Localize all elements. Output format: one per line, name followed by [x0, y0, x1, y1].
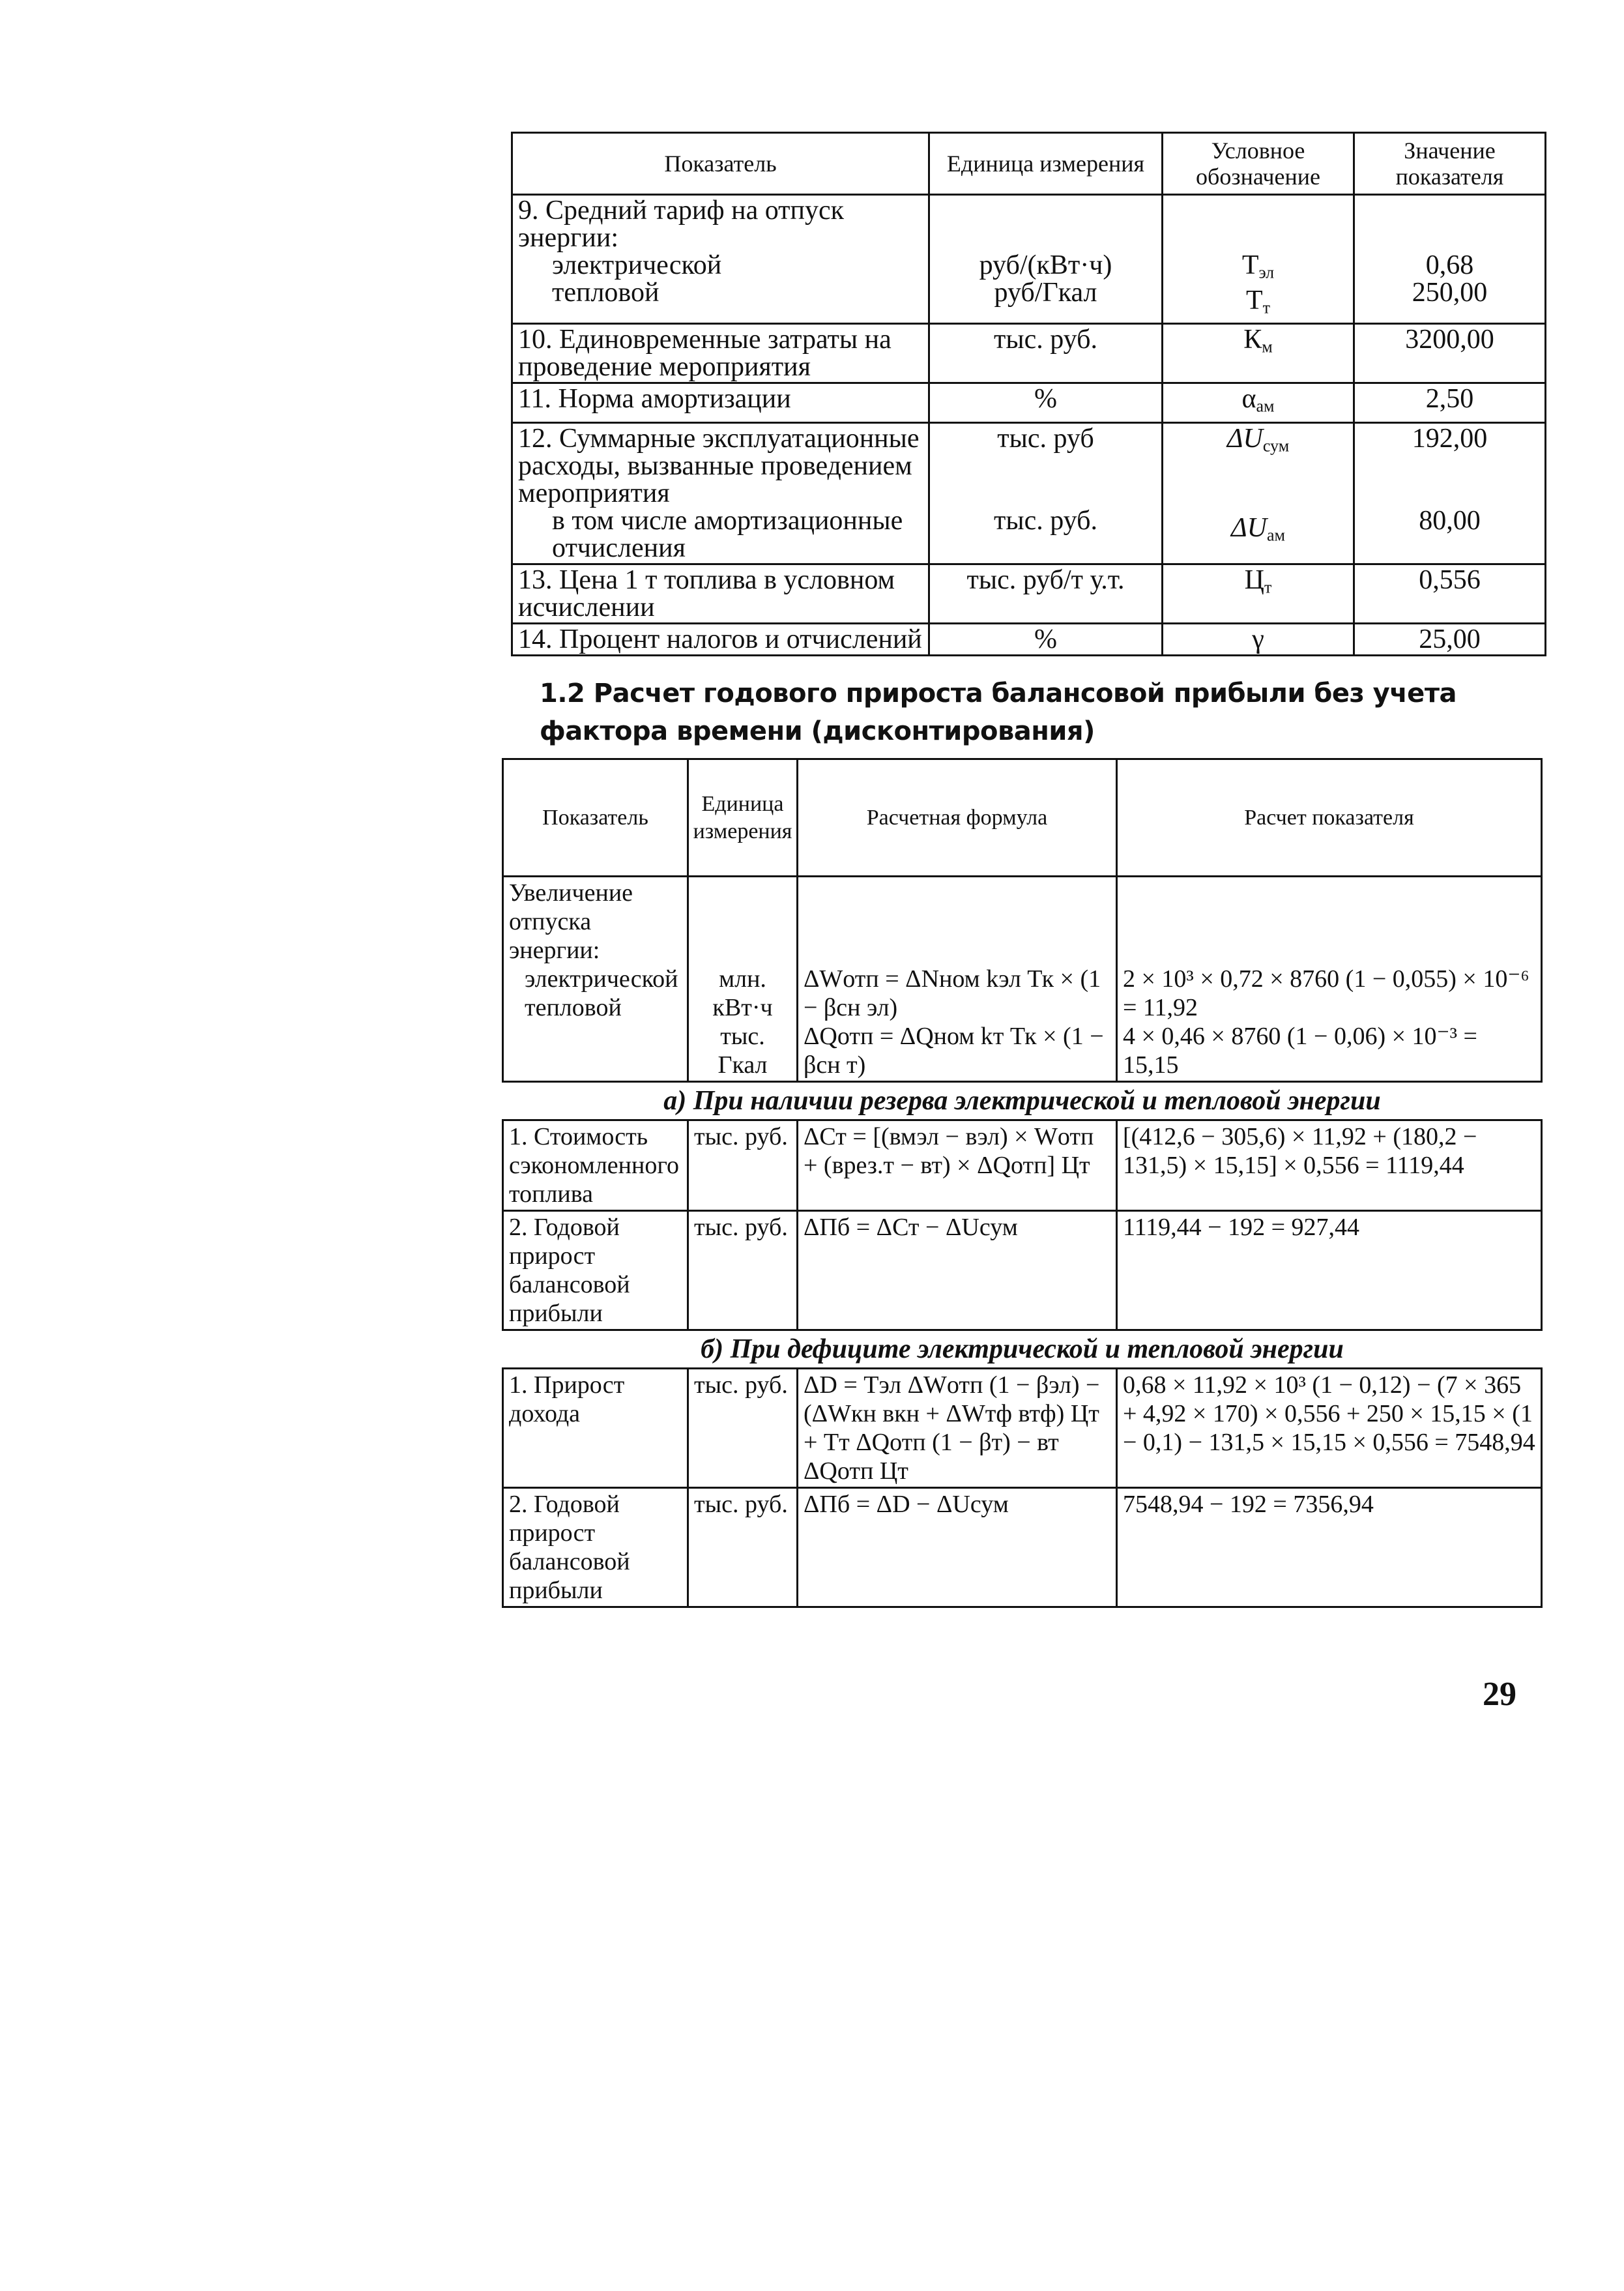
symbol: Т [1245, 285, 1263, 315]
formula: ΔПб = ΔСт − ΔUсум [798, 1211, 1117, 1330]
unit: % [929, 623, 1163, 655]
row-label: 2. Годовой прирост балансовой прибыли [503, 1488, 688, 1607]
symbol-subscript: м [1262, 337, 1273, 357]
table-row [512, 422, 1546, 564]
col-header-indicator: Показатель [503, 759, 688, 877]
symbol: ΔU [1226, 423, 1263, 454]
unit: руб/(кВт·ч) [979, 250, 1112, 280]
value: 250,00 [1412, 278, 1488, 308]
indicators-table [511, 132, 1546, 656]
unit: тыс. руб. [688, 1488, 798, 1607]
value: 25,00 [1354, 623, 1546, 655]
col-header-calculation: Расчет показателя [1117, 759, 1542, 877]
col-header-unit: Единица измерения [688, 759, 798, 877]
formula: ΔСт = [(вмэл − вэл) × Wотп + (врез.т − вт) × ΔQотп] Цт [798, 1120, 1117, 1211]
table-row [503, 1120, 1542, 1211]
row-label: 1. Прирост дохода [503, 1369, 688, 1488]
calculation: 0,68 × 11,92 × 10³ (1 − 0,12) − (7 × 365 + 4,92 × 170) × 0,556 + 250 × 15,15 × (1 − 0,1) − 131,5 × 15,15 × 0,556 = 7548,94 [1117, 1369, 1542, 1488]
symbol-subscript: сум [1262, 436, 1290, 455]
unit: тыс. руб. [688, 1369, 798, 1488]
table-row [503, 877, 1542, 1082]
unit: тыс. руб. [688, 1211, 798, 1330]
unit: млн. кВт·ч [712, 965, 773, 1021]
row-sublabel: электрической [525, 965, 678, 993]
table-row [503, 1488, 1542, 1607]
calculation: 7548,94 − 192 = 7356,94 [1117, 1488, 1542, 1607]
table-row [503, 1369, 1542, 1488]
symbol-subscript: т [1262, 298, 1271, 317]
table-row [512, 195, 1546, 324]
section-heading: 1.2 Расчет годового прироста балансовой прибыли без учета фактора времени (дисконтирования) [540, 679, 1457, 746]
unit: тыс. руб [997, 423, 1094, 454]
section-title: б) При дефиците электрической и тепловой энергии [503, 1330, 1542, 1369]
value: 192,00 [1412, 423, 1488, 454]
value: 0,556 [1354, 564, 1546, 623]
value: 80,00 [1419, 505, 1481, 536]
symbol: γ [1163, 623, 1354, 655]
row-label: 10. Единовременные затраты на проведение мероприятия [512, 324, 929, 383]
formula: ΔПб = ΔD − ΔUсум [798, 1488, 1117, 1607]
row-label: 2. Годовой прирост балансовой прибыли [503, 1211, 688, 1330]
calculation: 2 × 10³ × 0,72 × 8760 (1 − 0,055) × 10⁻⁶ = 11,92 [1123, 965, 1530, 1021]
col-header-value: Значение показателя [1354, 133, 1546, 195]
row-label: 14. Процент налогов и отчислений [512, 623, 929, 655]
row-sublabel: тепловой [552, 278, 660, 308]
row-label: 12. Суммарные эксплуатационные расходы, вызванные проведением мероприятия [518, 423, 920, 508]
symbol: ΔU [1230, 513, 1267, 543]
row-label: 1. Стоимость сэкономленного топлива [503, 1120, 688, 1211]
calculation: 1119,44 − 192 = 927,44 [1117, 1211, 1542, 1330]
symbol-subscript: ам [1266, 525, 1285, 545]
calculation: 4 × 0,46 × 8760 (1 − 0,06) × 10⁻³ = 15,15 [1123, 1023, 1477, 1079]
table-row [503, 1211, 1542, 1330]
col-header-symbol: Условное обозначение [1163, 133, 1354, 195]
symbol-subscript: эл [1258, 263, 1275, 282]
value: 3200,00 [1354, 324, 1546, 383]
unit: тыс. руб. [929, 324, 1163, 383]
symbol: Ц [1244, 564, 1264, 595]
unit: тыс. руб. [994, 505, 1097, 536]
row-label: 13. Цена 1 т топлива в условном исчислении [512, 564, 929, 623]
formula: ΔWотп = ΔNном kэл Тк × (1 − βсн эл) [804, 965, 1101, 1021]
value: 0,68 [1425, 250, 1474, 280]
row-label: Увеличение отпуска энергии: [509, 879, 633, 964]
unit: руб/Гкал [994, 278, 1097, 308]
symbol: α [1241, 384, 1256, 414]
row-sublabel: в том числе амортизационные отчисления [552, 505, 903, 563]
calculation: [(412,6 − 305,6) × 11,92 + (180,2 − 131,5) × 15,15] × 0,556 = 1119,44 [1117, 1120, 1542, 1211]
calculation-table [502, 758, 1543, 1608]
row-label: 9. Средний тариф на отпуск энергии: [518, 196, 845, 253]
table-row [512, 324, 1546, 383]
page-number: 29 [1483, 1676, 1516, 1713]
row-sublabel: тепловой [525, 994, 622, 1021]
value: 2,50 [1354, 383, 1546, 423]
unit: тыс. Гкал [718, 1023, 768, 1079]
col-header-indicator: Показатель [512, 133, 929, 195]
unit: тыс. руб/т у.т. [929, 564, 1163, 623]
row-label: 11. Норма амортизации [512, 383, 929, 423]
section-title: а) При наличии резерва электрической и тепловой энергии [503, 1082, 1542, 1120]
col-header-unit: Единица измерения [929, 133, 1163, 195]
symbol-subscript: ам [1256, 396, 1275, 416]
row-sublabel: электрической [552, 250, 722, 280]
formula: ΔD = Тэл ΔWотп (1 − βэл) − (ΔWкн вкн + ΔWтф втф) Цт + Тт ΔQотп (1 − βт) − вт ΔQотп Цт [798, 1369, 1117, 1488]
symbol: К [1243, 325, 1262, 355]
formula: ΔQотп = ΔQном kт Тк × (1 − βсн т) [804, 1023, 1104, 1079]
table-row [512, 564, 1546, 623]
symbol-subscript: т [1264, 577, 1272, 596]
unit: тыс. руб. [688, 1120, 798, 1211]
unit: % [929, 383, 1163, 423]
table-row [512, 383, 1546, 423]
table-row [512, 623, 1546, 655]
col-header-formula: Расчетная формула [798, 759, 1117, 877]
symbol: Т [1241, 250, 1259, 280]
